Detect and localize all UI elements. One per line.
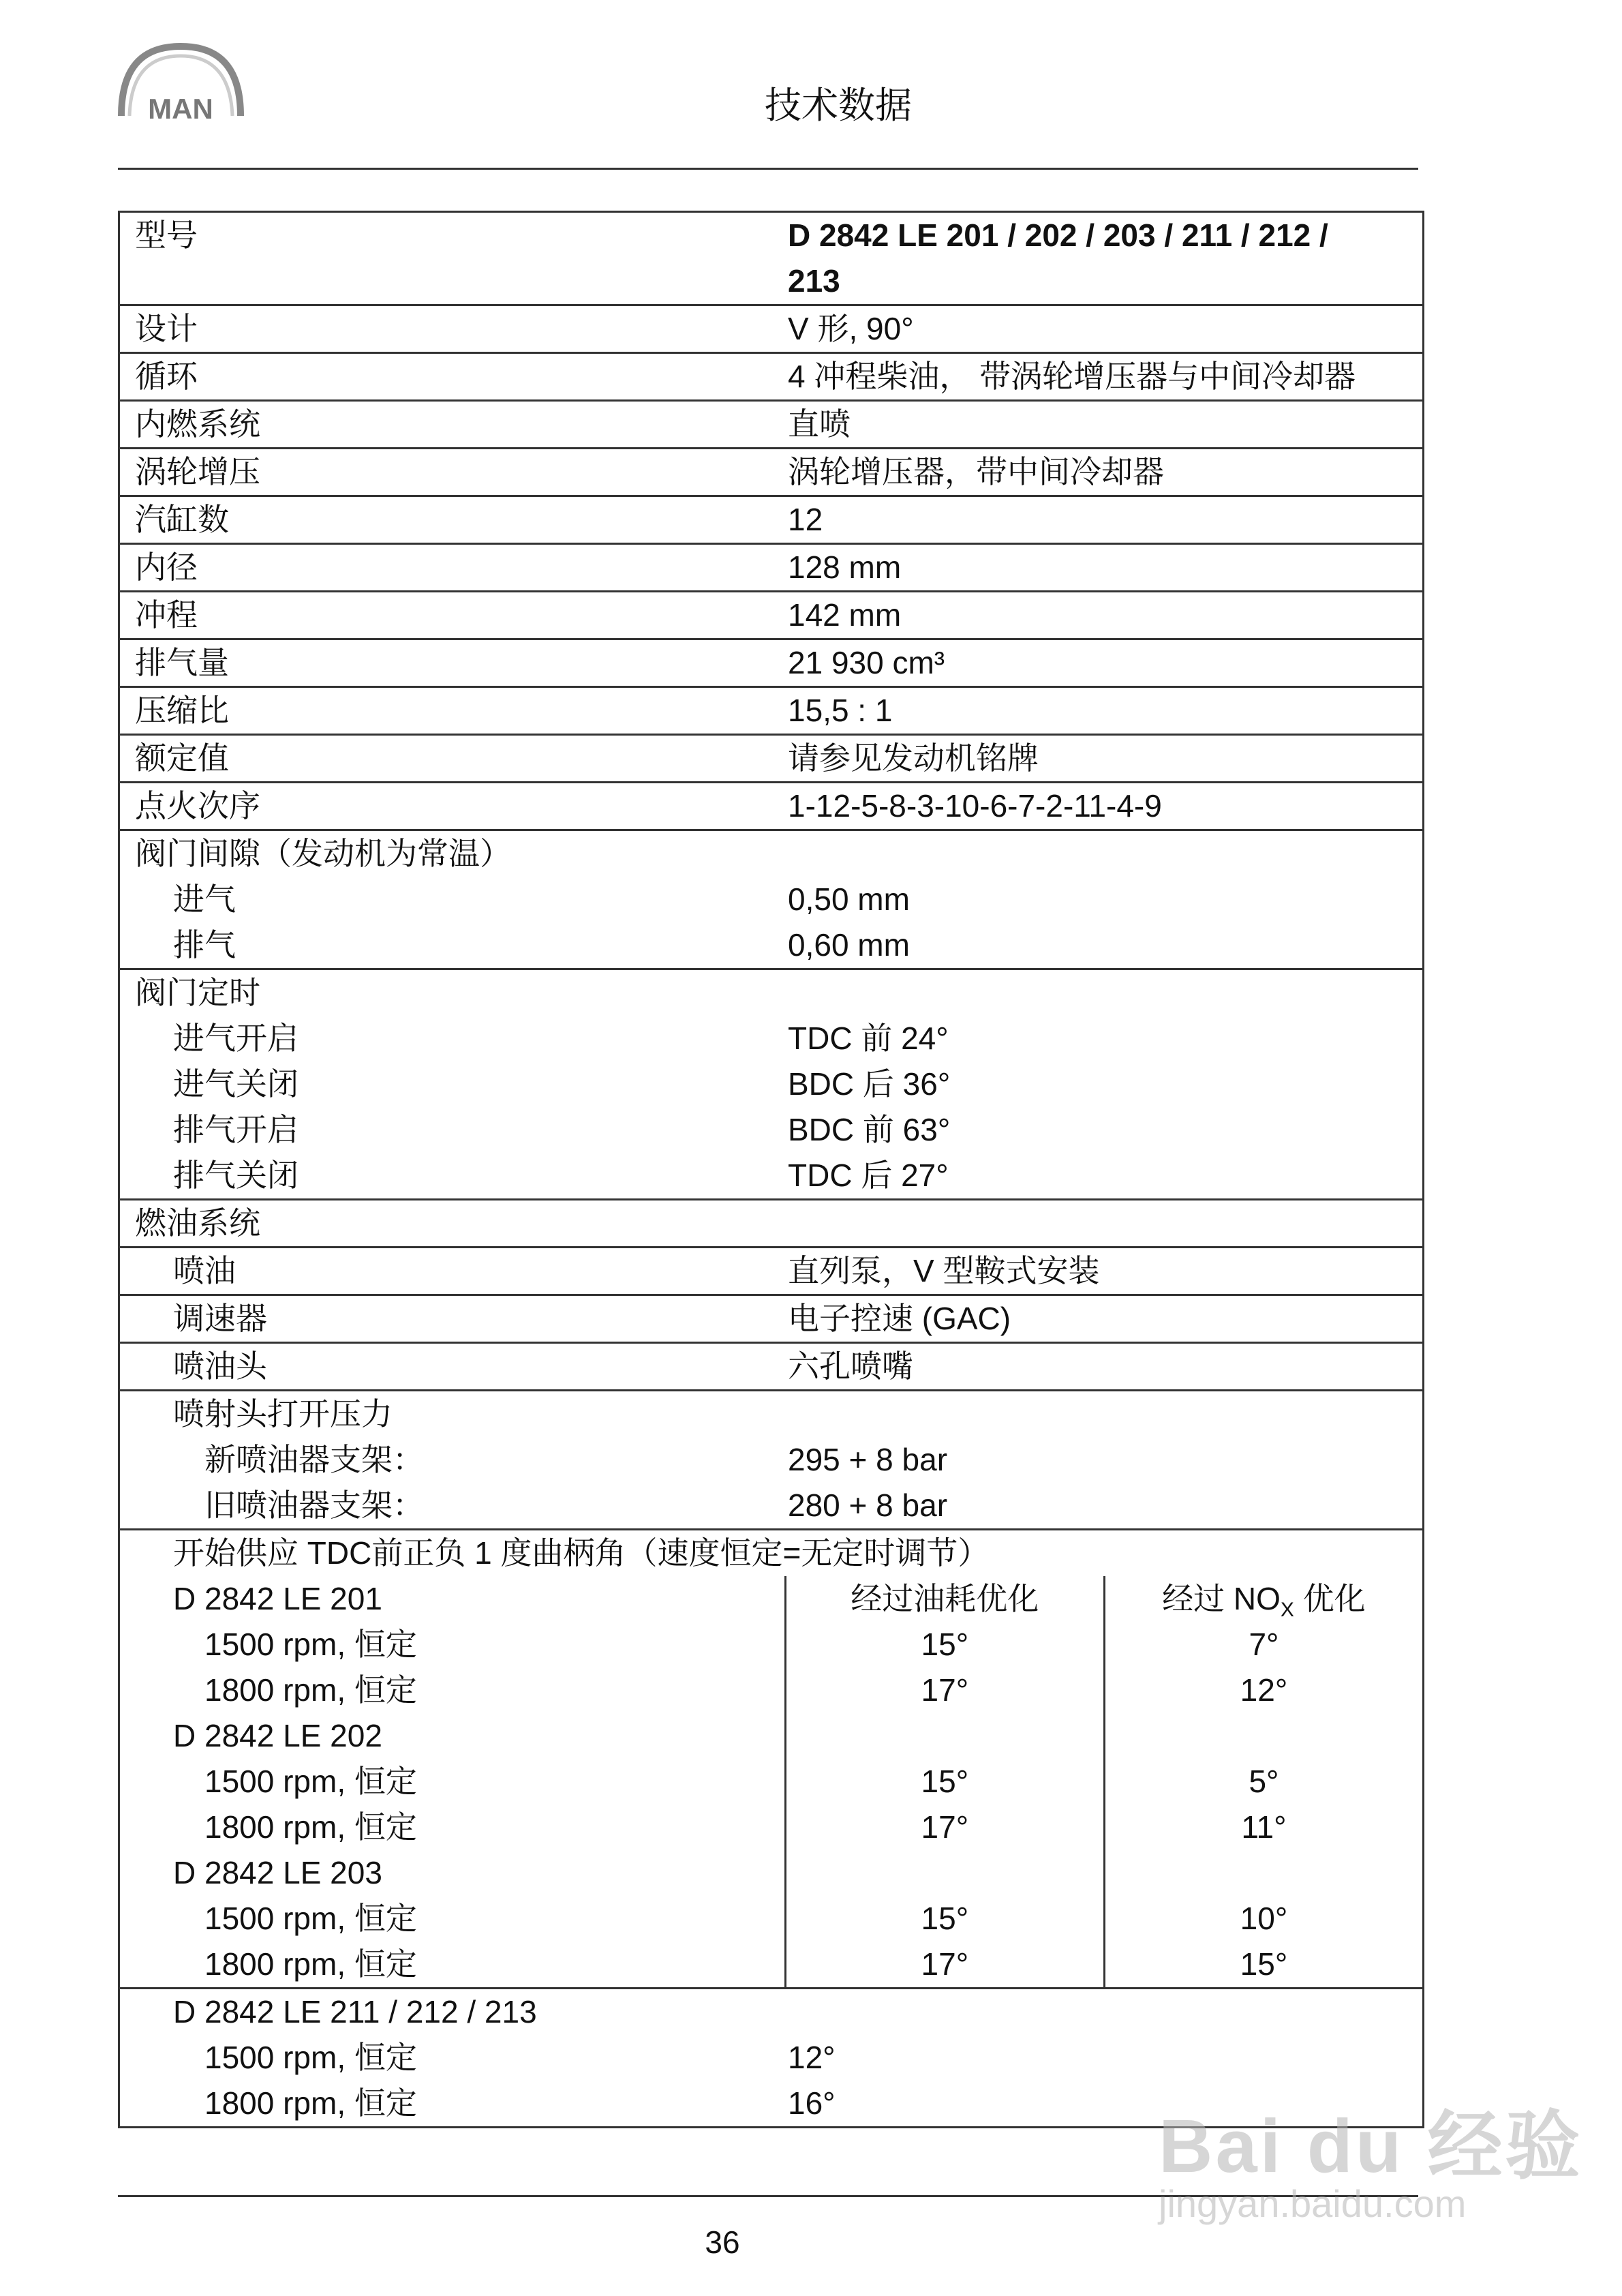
spec-value: 4 冲程柴油， 带涡轮增压器与中间冷却器 — [788, 359, 1356, 394]
spec-label: 设计 — [135, 311, 198, 346]
spec-value: 直列泵，V 型鞍式安装 — [788, 1253, 1100, 1288]
spec-value — [788, 1391, 1422, 1437]
spec-line — [120, 831, 1422, 877]
spec-line — [120, 1061, 1422, 1107]
model-line — [120, 1576, 1422, 1622]
nox-pre: 经过 NO — [1162, 1581, 1281, 1616]
spec-line — [120, 402, 1422, 447]
spec-row — [120, 402, 1422, 449]
spec-row — [120, 1344, 1422, 1391]
rpm-line — [120, 1804, 1422, 1850]
spec-label: 调速器 — [173, 1301, 267, 1336]
spec-label: 循环 — [135, 359, 198, 394]
spec-row — [120, 592, 1422, 640]
svg-text:MAN: MAN — [148, 93, 213, 123]
spec-value: TDC 后 27° — [788, 1158, 949, 1193]
spec-row — [120, 1296, 1422, 1344]
rpm-value: 12° — [788, 2040, 836, 2075]
spec-label: 冲程 — [135, 597, 198, 633]
spec-label — [120, 258, 788, 304]
col-cell — [784, 1713, 1103, 1759]
col-cell — [1103, 1850, 1422, 1896]
spec-row — [120, 970, 1422, 1200]
spec-line — [120, 449, 1422, 495]
spec-label: 内燃系统 — [135, 406, 260, 442]
rpm-line — [120, 1622, 1422, 1667]
spec-row — [120, 306, 1422, 354]
spec-row — [120, 640, 1422, 688]
nox-sub: X — [1280, 1599, 1294, 1622]
spec-label: 新喷油器支架： — [204, 1442, 424, 1477]
spec-row — [120, 449, 1422, 497]
spec-label: 排气 — [173, 927, 236, 963]
spec-line — [120, 783, 1422, 829]
spec-line — [120, 306, 1422, 352]
spec-label: 旧喷油器支架： — [204, 1487, 424, 1523]
spec-label: 燃油系统 — [135, 1205, 260, 1241]
spec-value: 295 + 8 bar — [788, 1442, 948, 1477]
rpm-label: 1500 rpm, 恒定 — [204, 2040, 417, 2075]
spec-label: 内径 — [135, 549, 198, 585]
spec-value: V 形, 90° — [788, 311, 914, 346]
spec-label: 进气关闭 — [173, 1066, 299, 1102]
spec-value: D 2842 LE 201 / 202 / 203 / 211 / 212 / — [788, 217, 1328, 253]
spec-value: 280 + 8 bar — [788, 1487, 948, 1523]
spec-line — [120, 1016, 1422, 1061]
rpm-label: 1800 rpm, 恒定 — [204, 2085, 417, 2121]
spec-line — [120, 877, 1422, 922]
fuel-value: 17° — [784, 1942, 1103, 1987]
fuel-value: 17° — [784, 1667, 1103, 1713]
spec-row — [120, 497, 1422, 545]
spec-row — [120, 1248, 1422, 1296]
rpm-label: 1800 rpm, 恒定 — [204, 1809, 417, 1845]
spec-value: 213 — [788, 263, 840, 299]
rpm-line — [120, 1667, 1422, 1713]
spec-row — [120, 545, 1422, 592]
spec-label: 涡轮增压 — [135, 454, 260, 489]
nox-value: 7° — [1103, 1622, 1422, 1667]
model-name: D 2842 LE 201 — [173, 1581, 382, 1616]
nox-value: 11° — [1103, 1804, 1422, 1850]
rpm-line — [120, 2035, 1422, 2081]
spec-line — [120, 545, 1422, 590]
spec-line — [120, 354, 1422, 399]
header-divider — [118, 168, 1418, 170]
spec-row — [120, 213, 1422, 306]
spec-line — [120, 592, 1422, 638]
spec-value: 21 930 cm³ — [788, 645, 945, 680]
spec-line — [120, 1391, 1422, 1437]
spec-value: 涡轮增压器，带中间冷却器 — [788, 454, 1164, 489]
timing-heading: 开始供应 TDC前正负 1 度曲柄角（速度恒定=无定时调节） — [173, 1535, 990, 1571]
spec-row — [120, 354, 1422, 402]
spec-value — [788, 831, 1422, 877]
spec-row — [120, 831, 1422, 970]
spec-label: 汽缸数 — [135, 502, 229, 537]
nox-post: 优化 — [1294, 1581, 1366, 1616]
rpm-line — [120, 1759, 1422, 1804]
spec-line — [120, 1344, 1422, 1389]
spec-row — [120, 1391, 1422, 1530]
nox-value: 15° — [1103, 1942, 1422, 1987]
spec-row — [120, 1200, 1422, 1248]
spec-line — [120, 970, 1422, 1016]
fuel-value: 15° — [784, 1759, 1103, 1804]
spec-label: 喷射头打开压力 — [173, 1396, 393, 1432]
spec-line — [120, 1107, 1422, 1153]
spec-value — [788, 970, 1422, 1016]
spec-label: 进气 — [173, 881, 236, 917]
spec-line — [120, 922, 1422, 968]
timing-section — [120, 1530, 1422, 1989]
spec-value: 请参见发动机铭牌 — [788, 740, 1039, 776]
spec-label: 点火次序 — [135, 788, 260, 824]
spec-label: 压缩比 — [135, 693, 229, 728]
spec-line — [120, 1248, 1422, 1294]
spec-label: 排气关闭 — [173, 1158, 299, 1193]
spec-label: 型号 — [135, 217, 198, 253]
spec-row — [120, 736, 1422, 783]
spec-value: 电子控速 (GAC) — [788, 1301, 1011, 1336]
spec-label: 阀门定时 — [135, 975, 260, 1010]
model-name: D 2842 LE 211 / 212 / 213 — [173, 1994, 537, 2029]
spec-line — [120, 258, 1422, 304]
spec-line — [120, 1200, 1422, 1246]
spec-line — [120, 736, 1422, 781]
spec-value: 15,5 : 1 — [788, 693, 893, 728]
col-nox-optimized — [1103, 1576, 1422, 1622]
rpm-line — [120, 1896, 1422, 1942]
watermark-url: jingyan.baidu.com — [1159, 2182, 1467, 2225]
spec-table — [118, 211, 1424, 2128]
rpm-label: 1800 rpm, 恒定 — [204, 1672, 417, 1708]
nox-value: 5° — [1103, 1759, 1422, 1804]
col-fuel-optimized: 经过油耗优化 — [784, 1576, 1103, 1622]
col-cell — [1103, 1713, 1422, 1759]
spec-value: BDC 前 63° — [788, 1112, 951, 1147]
page-number: 36 — [705, 2224, 740, 2260]
model-name: D 2842 LE 202 — [173, 1718, 382, 1753]
spec-value: 12 — [788, 502, 823, 537]
spec-line — [120, 1483, 1422, 1528]
rpm-label: 1500 rpm, 恒定 — [204, 1901, 417, 1936]
model-name: D 2842 LE 203 — [173, 1855, 382, 1890]
rpm-label: 1500 rpm, 恒定 — [204, 1764, 417, 1799]
fuel-value: 17° — [784, 1804, 1103, 1850]
spec-value: 六孔喷嘴 — [788, 1348, 913, 1384]
spec-line — [120, 1153, 1422, 1198]
rpm-value: 16° — [788, 2085, 836, 2121]
spec-value: 0,50 mm — [788, 881, 910, 917]
rpm-line — [120, 1942, 1422, 1987]
rpm-label: 1800 rpm, 恒定 — [204, 1946, 417, 1982]
spec-line — [120, 640, 1422, 686]
spec-value — [788, 1200, 1422, 1246]
fuel-value: 15° — [784, 1622, 1103, 1667]
spec-value: 142 mm — [788, 597, 902, 633]
spec-value: 128 mm — [788, 549, 902, 585]
spec-row — [120, 783, 1422, 831]
spec-label: 排气开启 — [173, 1112, 299, 1147]
nox-value: 12° — [1103, 1667, 1422, 1713]
spec-label: 进气开启 — [173, 1021, 299, 1056]
page-title: 技术数据 — [765, 85, 912, 126]
spec-line — [120, 497, 1422, 543]
spec-value: 直喷 — [788, 406, 851, 442]
spec-label: 排气量 — [135, 645, 229, 680]
spec-label: 喷油 — [173, 1253, 236, 1288]
spec-value: 0,60 mm — [788, 927, 910, 963]
fuel-value: 15° — [784, 1896, 1103, 1942]
nox-value: 10° — [1103, 1896, 1422, 1942]
spec-label: 阀门间隙（发动机为常温） — [135, 836, 511, 871]
model-line — [120, 1713, 1422, 1759]
spec-value: 1-12-5-8-3-10-6-7-2-11-4-9 — [788, 788, 1162, 824]
spec-value: BDC 后 36° — [788, 1066, 951, 1102]
spec-line — [120, 1437, 1422, 1483]
spec-row — [120, 688, 1422, 736]
spec-label: 喷油头 — [173, 1348, 267, 1384]
col-cell — [784, 1850, 1103, 1896]
model-line — [120, 1989, 1422, 2035]
spec-line — [120, 1296, 1422, 1342]
spec-line — [120, 213, 1422, 258]
watermark-logo: Bai du 经验 — [1159, 2104, 1583, 2188]
spec-value: TDC 前 24° — [788, 1021, 949, 1056]
spec-line — [120, 688, 1422, 734]
model-line — [120, 1850, 1422, 1896]
rpm-label: 1500 rpm, 恒定 — [204, 1627, 417, 1662]
spec-label: 额定值 — [135, 740, 229, 776]
